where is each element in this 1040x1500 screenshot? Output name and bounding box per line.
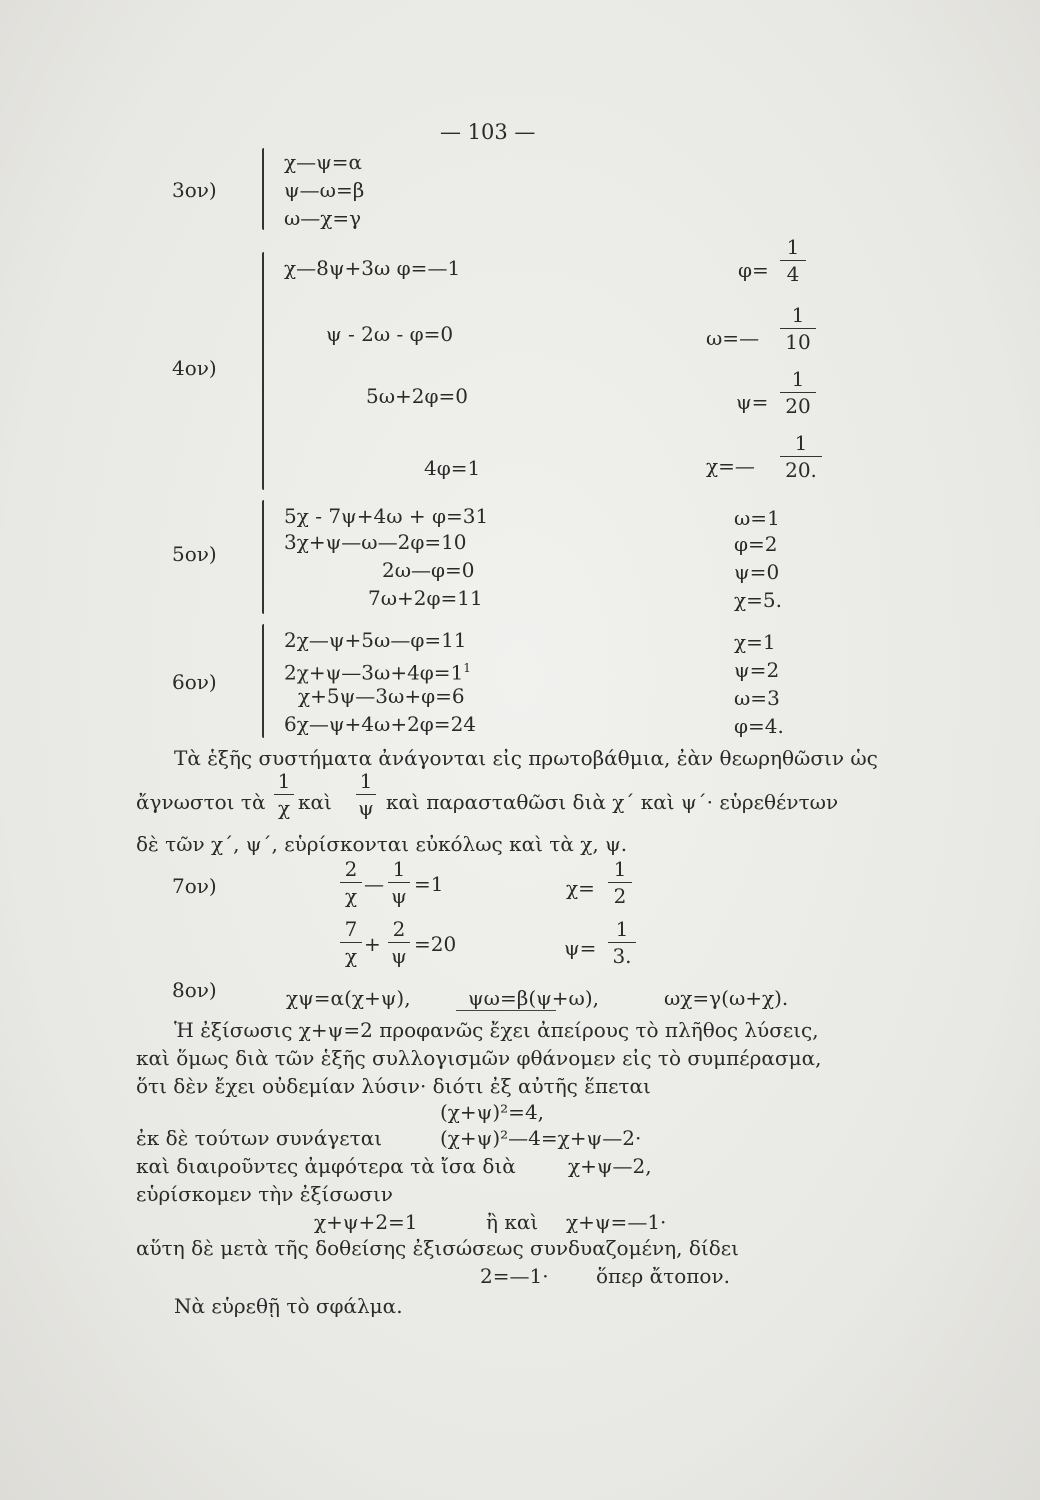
s6-line-3: χ+5ψ—3ω+φ=6	[298, 684, 465, 708]
paragraph-1-line-3: δὲ τῶν χ΄, ψ΄, εὑρίσκονται εὐκόλως καὶ τὰ χ, ψ.	[136, 832, 628, 856]
s6-sol-4: φ=4.	[734, 714, 784, 738]
fraction-numerator: 1	[791, 367, 805, 391]
system-brace-4	[262, 252, 264, 490]
s7-eq2-frac-2	[388, 918, 410, 967]
paragraph-2-line-5: καὶ διαιροῦντες ἀμφότερα τὰ ἴσα διὰ	[136, 1154, 516, 1178]
paragraph-2-line-8: αὕτη δὲ μετὰ τῆς δοθείσης ἐξισώσεως συνδυαζομένη, δίδει	[136, 1236, 739, 1260]
system-brace-6	[262, 624, 264, 738]
s4-line-3: 5ω+2φ=0	[366, 384, 469, 408]
s7-eq1-rhs: =1	[414, 872, 444, 896]
paragraph-2-eq-3: χ+ψ—2,	[568, 1154, 652, 1178]
fraction-denominator: 4	[786, 262, 800, 286]
paragraph-2-line-2: καὶ ὅμως διὰ τῶν ἑξῆς συλλογισμῶν φθάνομεν εἰς τὸ συμπέρασμα,	[136, 1046, 822, 1070]
s4-sol-1-frac	[780, 236, 806, 285]
s7-eq1-frac-2	[388, 858, 410, 907]
system-label-3: 3ον)	[172, 178, 217, 202]
s5-line-1: 5χ - 7ψ+4ω + φ=31	[284, 504, 489, 528]
system-label-6: 6ον)	[172, 670, 217, 694]
fraction-numerator: 1	[359, 769, 373, 793]
paragraph-2-eq-5a: 2=—1·	[480, 1264, 549, 1288]
s8-eq-1: χψ=α(χ+ψ),	[286, 986, 411, 1010]
s4-line-1: χ—8ψ+3ω φ=—1	[284, 256, 461, 280]
s6-line-2: $2\chi+\psi—3\omega+4\varphi=1^1$	[284, 660, 471, 685]
paragraph-1-line-1: Τὰ ἑξῆς συστήματα ἀνάγονται εἰς πρωτοβάθμια, ἐὰν θεωρηθῶσιν ὡς	[174, 746, 878, 770]
s7-eq2-rhs: =20	[414, 932, 457, 956]
s4-sol-4-frac	[780, 432, 822, 481]
fraction-denominator: ψ	[358, 796, 374, 820]
s6-line-1: 2χ—ψ+5ω—φ=11	[284, 628, 467, 652]
fraction-denominator: 3.	[612, 944, 632, 968]
s4-sol-3-lhs: ψ=	[736, 390, 769, 414]
s8-eq-3: ωχ=γ(ω+χ).	[664, 986, 789, 1010]
s7-sol-2-lhs: ψ=	[564, 936, 597, 960]
s4-line-2: ψ - 2ω - φ=0	[326, 322, 454, 346]
fraction-denominator: χ	[344, 944, 358, 968]
s6-sol-3: ω=3	[734, 686, 780, 710]
system-label-5: 5ον)	[172, 542, 217, 566]
fraction-denominator: 10	[785, 330, 811, 354]
system-label-4: 4ον)	[172, 356, 217, 380]
fraction-numerator: 1	[613, 857, 627, 881]
s7-eq2-frac-1	[340, 918, 362, 967]
paragraph-2-eq-4b: ἢ καὶ	[486, 1210, 539, 1234]
system-brace-5	[262, 500, 264, 614]
fraction-denominator: χ	[344, 884, 358, 908]
s8-eq-2: ψω=β(ψ+ω),	[468, 986, 600, 1010]
s5-sol-4: χ=5.	[734, 588, 782, 612]
fraction-numerator: 1	[791, 303, 805, 327]
s7-sol-2-frac	[608, 918, 636, 967]
paragraph-2-eq-5b: ὅπερ ἄτοπον.	[596, 1264, 730, 1288]
paragraph-2-line-4: ἐκ δὲ τούτων συνάγεται	[136, 1126, 383, 1150]
system-label-8: 8ον)	[172, 978, 217, 1002]
fraction-numerator: 1	[786, 235, 800, 259]
s4-sol-2-lhs: ω=—	[706, 326, 760, 350]
s7-eq2-op: +	[364, 932, 381, 956]
s5-sol-1: ω=1	[734, 506, 780, 530]
underline-mark	[456, 1010, 556, 1011]
s6-sol-1: χ=1	[734, 630, 776, 654]
fraction-numerator: 1	[794, 431, 808, 455]
s4-sol-1-lhs: φ=	[738, 258, 769, 282]
paragraph-1-line-2b: καὶ	[298, 790, 332, 814]
fraction-denominator: χ	[277, 796, 291, 820]
fraction-numerator: 1	[615, 917, 629, 941]
s4-sol-3-frac	[780, 368, 816, 417]
fraction-denominator: 20.	[785, 458, 817, 482]
fraction-numerator: 2	[392, 917, 406, 941]
paragraph-2-line-1: Ἡ ἐξίσωσις χ+ψ=2 προφανῶς ἔχει ἀπείρους τὸ πλῆθος λύσεις,	[174, 1018, 819, 1042]
s4-sol-4-lhs: χ=—	[706, 454, 755, 478]
s7-eq1-op: —	[364, 872, 384, 896]
system-brace-3	[262, 148, 264, 230]
fraction-numerator: 1	[277, 769, 291, 793]
paragraph-2-eq-1: (χ+ψ)²=4,	[440, 1100, 545, 1124]
s5-sol-2: φ=2	[734, 532, 778, 556]
s6-sol-2: ψ=2	[734, 658, 780, 682]
paragraph-2-line-3: ὅτι δὲν ἔχει οὐδεμίαν λύσιν· διότι ἐξ αὐτῆς ἕπεται	[136, 1074, 651, 1098]
s7-eq1-frac-1	[340, 858, 362, 907]
paragraph-2-line-10: Νὰ εὑρεθῇ τὸ σφάλμα.	[174, 1294, 403, 1318]
s3-line-3: ω—χ=γ	[284, 206, 362, 230]
s5-sol-3: ψ=0	[734, 560, 780, 584]
paragraph-1-frac-2	[356, 770, 376, 819]
paragraph-2-eq-2: (χ+ψ)²—4=χ+ψ—2·	[440, 1126, 642, 1150]
s7-sol-1-frac	[608, 858, 632, 907]
fraction-denominator: 20	[785, 394, 811, 418]
fraction-denominator: 2	[613, 884, 627, 908]
fraction-numerator: 7	[344, 917, 358, 941]
s5-line-2: 3χ+ψ—ω—2φ=10	[284, 530, 467, 554]
page-number: — 103 —	[440, 120, 536, 144]
s4-sol-2-frac	[780, 304, 816, 353]
paragraph-1-line-2c: καὶ παρασταθῶσι διὰ χ΄ καὶ ψ΄· εὑρεθέντων	[386, 790, 839, 814]
paragraph-1-line-2a: ἄγνωστοι τὰ	[136, 790, 266, 814]
s6-line-4: 6χ—ψ+4ω+2φ=24	[284, 712, 477, 736]
paragraph-1-frac-1	[274, 770, 294, 819]
s5-line-3: 2ω—φ=0	[382, 558, 475, 582]
fraction-denominator: ψ	[391, 884, 407, 908]
s7-sol-1-lhs: χ=	[566, 876, 595, 900]
s3-line-1: χ—ψ=α	[284, 150, 363, 174]
paragraph-2-line-6: εὑρίσκομεν τὴν ἐξίσωσιν	[136, 1182, 393, 1206]
system-label-7: 7ον)	[172, 874, 217, 898]
fraction-numerator: 2	[344, 857, 358, 881]
s4-line-4: 4φ=1	[424, 456, 481, 480]
fraction-denominator: ψ	[391, 944, 407, 968]
fraction-numerator: 1	[392, 857, 406, 881]
s3-line-2: ψ—ω=β	[284, 178, 365, 202]
paragraph-2-eq-4a: χ+ψ+2=1	[314, 1210, 418, 1234]
s5-line-4: 7ω+2φ=11	[368, 586, 483, 610]
paragraph-2-eq-4c: χ+ψ=—1·	[566, 1210, 667, 1234]
